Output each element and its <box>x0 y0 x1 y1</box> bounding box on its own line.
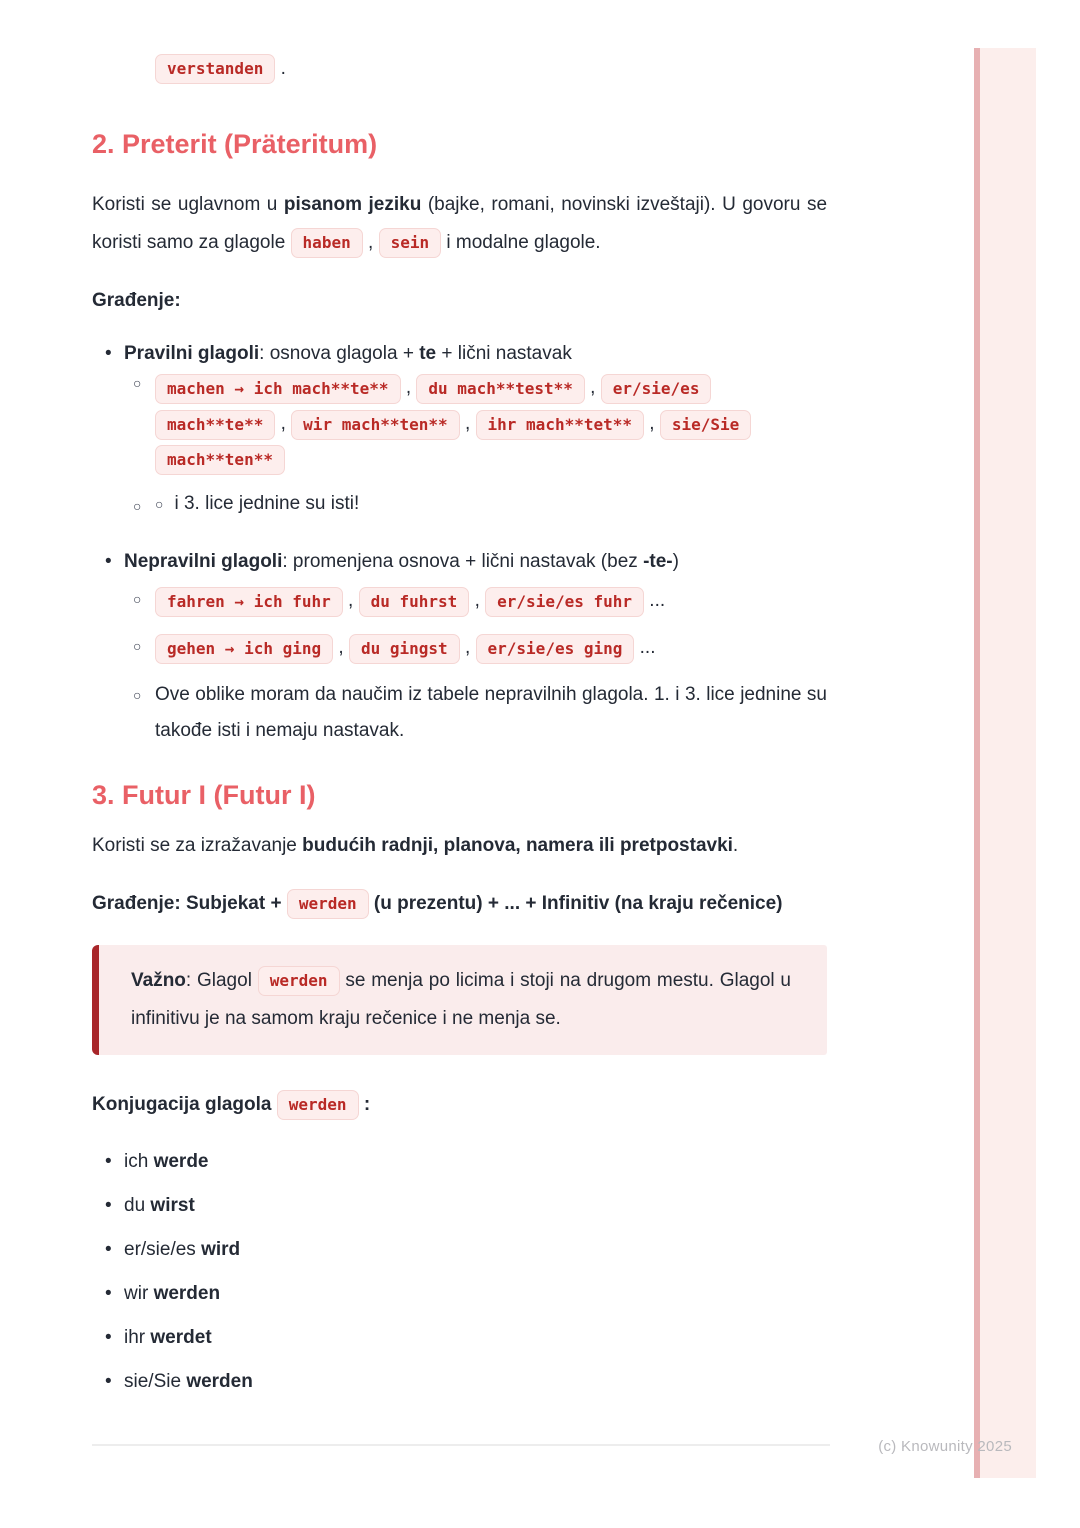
code-chip-verstanden: verstanden <box>155 54 275 84</box>
code-chip-werden: werden <box>258 966 340 996</box>
callout-text <box>131 962 791 1038</box>
fahren-conjugation-chips <box>155 584 827 618</box>
conjugation-form <box>124 1281 220 1307</box>
code-chip: du gingst <box>349 634 460 664</box>
sub-item-fahren <box>124 584 827 618</box>
code-chip: wir mach**ten** <box>291 410 460 440</box>
separator <box>711 377 716 398</box>
learning-note-text: Ove oblike moram da naučim iz tabele nepravilnih glagola. 1. i 3. lice jednine su takođe isti i nemaju nastavak. <box>155 684 827 741</box>
separator: , <box>342 590 359 611</box>
text-run: sie/Sie <box>124 1371 187 1392</box>
bold-run: Konjugacija glagola <box>92 1094 277 1116</box>
bold-run: Građenje: Subjekat + <box>92 893 287 914</box>
circle-marker: ○ <box>133 687 142 703</box>
separator: , <box>644 413 660 434</box>
circle-marker: ○ <box>133 638 142 654</box>
nepravilni-head <box>124 548 827 576</box>
bullet-marker: • <box>105 1151 112 1172</box>
code-chip: er/sie/es ging <box>476 634 635 664</box>
code-chip: fahren → ich fuhr <box>155 587 343 617</box>
text-run: . <box>732 835 739 856</box>
separator: , <box>459 637 476 658</box>
list-item <box>92 1369 827 1395</box>
conjugation-form <box>124 1237 240 1263</box>
machen-conjugation-chips <box>155 370 827 477</box>
note-line <box>155 491 827 522</box>
pravilni-head <box>124 340 827 368</box>
conjugation-form <box>124 1369 253 1395</box>
werden-conjugation-list <box>92 1149 827 1395</box>
conjugation-form <box>124 1149 209 1175</box>
text-run: ) <box>672 551 679 572</box>
bold-run: te <box>419 343 437 364</box>
bold-run: wirst <box>150 1195 195 1216</box>
bold-run: pisanom jeziku <box>283 194 422 215</box>
code-chip: er/sie/es <box>601 374 712 404</box>
bold-run: : <box>358 1094 371 1116</box>
text-run: i modalne glagole. <box>441 232 601 253</box>
bold-run: werdet <box>150 1327 212 1348</box>
intro-period: . <box>275 58 286 79</box>
separator: , <box>469 590 486 611</box>
sub-item-note <box>124 491 827 522</box>
separator: , <box>333 637 349 658</box>
bullet-marker: • <box>105 551 112 572</box>
code-chip-werden: werden <box>287 889 369 919</box>
text-run: : promenjena osnova + lični nastavak (bez <box>282 551 644 572</box>
bold-run: (u prezentu) + ... + Infinitiv (na kraju rečenice) <box>368 893 783 914</box>
text-run: ihr <box>124 1327 151 1348</box>
bold-run: werde <box>153 1151 209 1172</box>
bottom-divider <box>92 1444 830 1446</box>
bold-run: Pravilni glagoli <box>124 343 260 364</box>
code-chip: ihr mach**tet** <box>476 410 645 440</box>
circle-marker: ○ <box>133 498 142 514</box>
bullet-marker: • <box>105 1327 112 1348</box>
list-item-nepravilni <box>92 548 827 749</box>
preterit-usage-paragraph <box>92 186 827 262</box>
code-chip-haben: haben <box>291 228 363 258</box>
list-item-pravilni <box>92 340 827 522</box>
list-item <box>92 1149 827 1175</box>
bullet-marker: • <box>105 1371 112 1392</box>
bold-run: budućih radnji, planova, namera ili pretpostavki <box>302 835 733 856</box>
separator: ... <box>644 590 666 611</box>
bullet-marker: • <box>105 1239 112 1260</box>
separator: , <box>400 377 417 398</box>
text-run: du <box>124 1195 151 1216</box>
separator <box>751 413 756 434</box>
separator: , <box>362 232 379 253</box>
bold-run: wird <box>201 1239 241 1260</box>
separator: , <box>459 413 476 434</box>
bullet-marker: • <box>105 1195 112 1216</box>
bold-run: werden <box>153 1283 221 1304</box>
text-run: (bajke, romani, novinski izveštaji). U govoru se koristi samo za glagole <box>92 194 828 253</box>
gehen-conjugation-chips <box>155 631 827 665</box>
circle-marker: ○ <box>133 375 142 391</box>
text-run: Koristi se za izražavanje <box>92 835 303 856</box>
text-run: : Glagol <box>185 970 258 991</box>
sub-item-learning-note <box>124 677 827 749</box>
conjugation-form <box>124 1325 212 1351</box>
code-chip: mach**te** <box>155 410 275 440</box>
code-chip: er/sie/es fuhr <box>485 587 644 617</box>
list-item <box>92 1237 827 1263</box>
conjugation-form <box>124 1193 195 1219</box>
section-heading-preterit: 2. Preterit (Präteritum) <box>92 129 378 159</box>
separator: , <box>275 413 292 434</box>
text-run: + lični nastavak <box>436 343 572 364</box>
intro-line <box>155 52 827 86</box>
list-item <box>92 1281 827 1307</box>
text-run: wir <box>124 1283 154 1304</box>
separator: , <box>584 377 601 398</box>
bullet-marker: • <box>105 343 112 364</box>
code-chip: mach**ten** <box>155 445 285 475</box>
code-chip: gehen → ich ging <box>155 634 333 664</box>
list-item <box>92 1325 827 1351</box>
list-item <box>92 1193 827 1219</box>
bold-run: -te- <box>643 551 673 572</box>
bold-run: Važno <box>131 970 186 991</box>
sub-item-gehen <box>124 631 827 665</box>
code-chip: du fuhrst <box>359 587 470 617</box>
code-chip: machen → ich mach**te** <box>155 374 401 404</box>
copyright-footer: (c) Knowunity 2025 <box>878 1438 1012 1455</box>
text-run: i 3. lice jednine su isti! <box>174 493 360 514</box>
circle-marker: ○ <box>155 496 164 512</box>
code-chip-werden: werden <box>277 1090 359 1120</box>
bold-run: Nepravilni glagoli <box>124 551 283 572</box>
text-run: : osnova glagola + <box>259 343 420 364</box>
separator: ... <box>634 637 656 658</box>
futur-usage-paragraph <box>92 833 827 859</box>
code-chip: sie/Sie <box>660 410 751 440</box>
circle-marker: ○ <box>133 591 142 607</box>
futur-gradjenje-paragraph <box>92 885 827 923</box>
text-run: ich <box>124 1151 154 1172</box>
text-run: se menja po licima i stoji na drugom mestu. Glagol u infinitivu je na samom kraju rečenice i ne menja se. <box>131 970 791 1029</box>
konjugacija-label <box>92 1089 827 1121</box>
important-callout <box>92 945 827 1055</box>
section-heading-futur: 3. Futur I (Futur I) <box>92 780 316 810</box>
text-run: Koristi se uglavnom u <box>92 194 284 215</box>
code-chip-sein: sein <box>379 228 442 258</box>
sub-item-machen <box>124 368 827 477</box>
gradjenje-label: Građenje: <box>92 290 181 311</box>
text-run: er/sie/es <box>124 1239 202 1260</box>
bold-run: werden <box>186 1371 253 1392</box>
bullet-marker: • <box>105 1283 112 1304</box>
code-chip: du mach**test** <box>416 374 585 404</box>
